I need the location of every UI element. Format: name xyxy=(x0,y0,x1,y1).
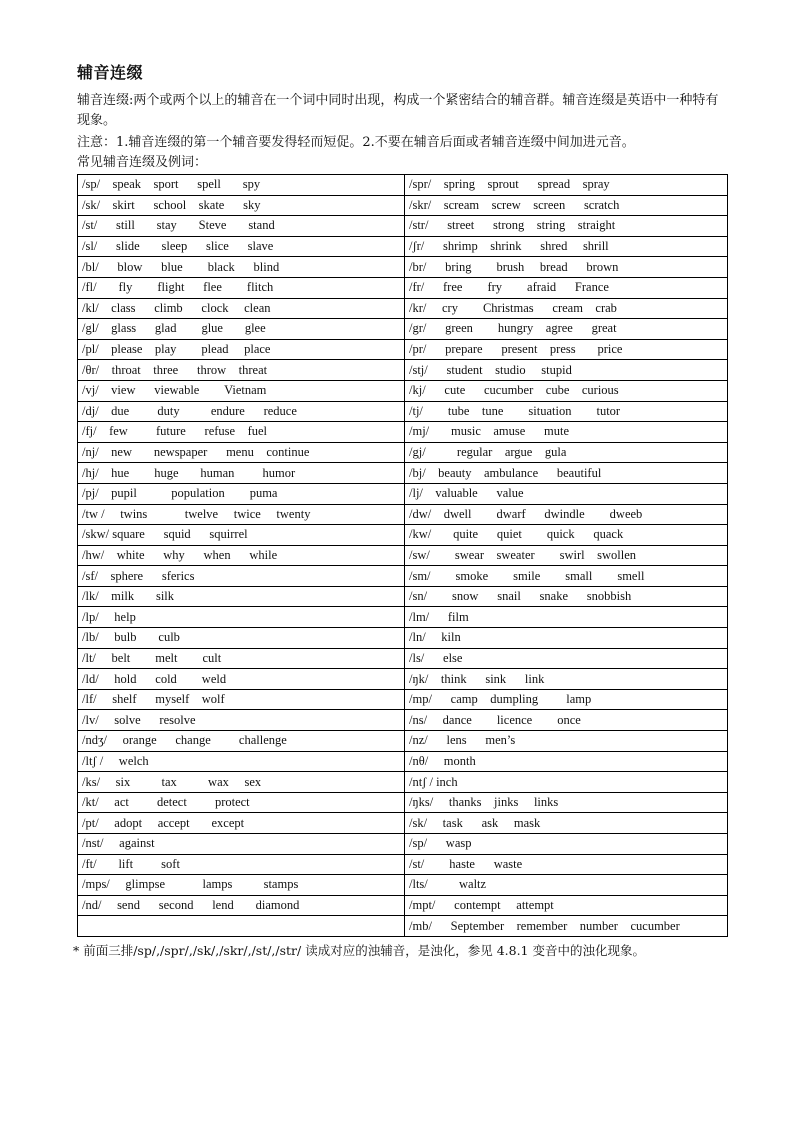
table-row xyxy=(78,277,728,298)
table-row xyxy=(78,792,728,813)
table-cell-left: /mps/ glimpse lamps stamps xyxy=(78,875,405,896)
table-row xyxy=(78,442,728,463)
table-cell-right: /mb/ September remember number cucumber xyxy=(405,916,728,937)
table-body xyxy=(78,175,728,937)
table-cell-right: /sn/ snow snail snake snobbish xyxy=(405,586,728,607)
table-row xyxy=(78,483,728,504)
table-cell-left: /nst/ against xyxy=(78,834,405,855)
table-cell-right: /ns/ dance licence once xyxy=(405,710,728,731)
table-cell-right: /str/ street strong string straight xyxy=(405,216,728,237)
table-row xyxy=(78,463,728,484)
table-cell-left: /sk/ skirt school skate sky xyxy=(78,195,405,216)
table-cell-left: /pl/ please play plead place xyxy=(78,339,405,360)
table-cell-left: /nd/ send second lend diamond xyxy=(78,895,405,916)
table-cell-left: /tw / twins twelve twice twenty xyxy=(78,504,405,525)
table-cell-right: /sw/ swear sweater swirl swollen xyxy=(405,545,728,566)
table-cell-left: /fj/ few future refuse fuel xyxy=(78,422,405,443)
table-cell-left: /lt/ belt melt cult xyxy=(78,648,405,669)
table-cell-left: /skw/ square squid squirrel xyxy=(78,525,405,546)
table-cell-left: /lk/ milk silk xyxy=(78,586,405,607)
table-row xyxy=(78,875,728,896)
table-row xyxy=(78,916,728,937)
table-cell-left: /st/ still stay Steve stand xyxy=(78,216,405,237)
table-cell-right: /sp/ wasp xyxy=(405,834,728,855)
table-row xyxy=(78,216,728,237)
table-cell-right: /dw/ dwell dwarf dwindle dweeb xyxy=(405,504,728,525)
table-cell-right: /kj/ cute cucumber cube curious xyxy=(405,380,728,401)
table-row xyxy=(78,566,728,587)
table-cell-right: /lts/ waltz xyxy=(405,875,728,896)
table-cell-left: /lv/ solve resolve xyxy=(78,710,405,731)
table-cell-left: /ld/ hold cold weld xyxy=(78,669,405,690)
table-cell-right: /ŋk/ think sink link xyxy=(405,669,728,690)
table-cell-right: /gj/ regular argue gula xyxy=(405,442,728,463)
table-cell-right: /pr/ prepare present press price xyxy=(405,339,728,360)
table-cell-left: /hw/ white why when while xyxy=(78,545,405,566)
table-cell-right: /br/ bring brush bread brown xyxy=(405,257,728,278)
table-cell-right: /tj/ tube tune situation tutor xyxy=(405,401,728,422)
table-cell-right: /stj/ student studio stupid xyxy=(405,360,728,381)
table-cell-left: /bl/ blow blue black blind xyxy=(78,257,405,278)
table-row xyxy=(78,586,728,607)
table-cell-right: /ŋks/ thanks jinks links xyxy=(405,792,728,813)
table-row xyxy=(78,319,728,340)
table-row xyxy=(78,669,728,690)
table-cell-right: /ln/ kiln xyxy=(405,628,728,649)
table-row xyxy=(78,648,728,669)
table-row xyxy=(78,339,728,360)
table-cell-right: /nz/ lens men’s xyxy=(405,731,728,752)
consonant-cluster-table xyxy=(77,174,728,937)
table-cell-left: /kl/ class climb clock clean xyxy=(78,298,405,319)
table-cell-right: /spr/ spring sprout spread spray xyxy=(405,175,728,196)
table-cell-left: /kt/ act detect protect xyxy=(78,792,405,813)
table-row xyxy=(78,257,728,278)
table-row xyxy=(78,195,728,216)
table-cell-right: /mj/ music amuse mute xyxy=(405,422,728,443)
document-title: 辅音连缀 xyxy=(77,63,144,82)
table-row xyxy=(78,731,728,752)
table-cell-left: /hj/ hue huge human humor xyxy=(78,463,405,484)
table-cell-left: /nj/ new newspaper menu continue xyxy=(78,442,405,463)
table-cell-left: /ft/ lift soft xyxy=(78,854,405,875)
table-cell-right: /ʃr/ shrimp shrink shred shrill xyxy=(405,236,728,257)
table-row xyxy=(78,751,728,772)
table-cell-right: /ls/ else xyxy=(405,648,728,669)
table-row xyxy=(78,380,728,401)
table-cell-right: /ntʃ / inch xyxy=(405,772,728,793)
table-cell-left: /sf/ sphere sferics xyxy=(78,566,405,587)
table-cell-left: /sl/ slide sleep slice slave xyxy=(78,236,405,257)
note-paragraph: 注意：1.辅音连缀的第一个辅音要发得轻而短促。2.不要在辅音后面或者辅音连缀中间加进元音。 xyxy=(77,135,635,150)
table-cell-left: /pj/ pupil population puma xyxy=(78,483,405,504)
definition-paragraph: 辅音连缀:两个或两个以上的辅音在一个词中同时出现，构成一个紧密结合的辅音群。辅音连缀是英语中一种特有现象。 xyxy=(77,93,719,128)
table-intro: 常见辅音连缀及例词： xyxy=(77,155,208,170)
table-row xyxy=(78,236,728,257)
table-cell-left: /lf/ shelf myself wolf xyxy=(78,689,405,710)
table-cell-left: /sp/ speak sport spell spy xyxy=(78,175,405,196)
table-row xyxy=(78,710,728,731)
table-row xyxy=(78,175,728,196)
table-cell-right: /fr/ free fry afraid France xyxy=(405,277,728,298)
table-cell-right: /lj/ valuable value xyxy=(405,483,728,504)
table-cell-right: /bj/ beauty ambulance beautiful xyxy=(405,463,728,484)
table-cell-left: /lp/ help xyxy=(78,607,405,628)
table-cell-right: /kr/ cry Christmas cream crab xyxy=(405,298,728,319)
table-row xyxy=(78,422,728,443)
table-cell-right: /lm/ film xyxy=(405,607,728,628)
table-row xyxy=(78,525,728,546)
table-cell-right: /mpt/ contempt attempt xyxy=(405,895,728,916)
table-row xyxy=(78,834,728,855)
table-cell-right: /sk/ task ask mask xyxy=(405,813,728,834)
table-cell-right: /kw/ quite quiet quick quack xyxy=(405,525,728,546)
table-cell-right: /gr/ green hungry agree great xyxy=(405,319,728,340)
table-cell-right: /sm/ smoke smile small smell xyxy=(405,566,728,587)
table-cell-left: /vj/ view viewable Vietnam xyxy=(78,380,405,401)
document-page xyxy=(73,60,727,972)
table-row xyxy=(78,298,728,319)
table-cell-left: /ks/ six tax wax sex xyxy=(78,772,405,793)
table-cell-left: /pt/ adopt accept except xyxy=(78,813,405,834)
table-cell-right: /mp/ camp dumpling lamp xyxy=(405,689,728,710)
table-cell-left: /ndʒ/ orange change challenge xyxy=(78,731,405,752)
table-row xyxy=(78,504,728,525)
table-cell-left: /ltʃ / welch xyxy=(78,751,405,772)
table-cell-left: /fl/ fly flight flee flitch xyxy=(78,277,405,298)
table-row xyxy=(78,628,728,649)
table-cell-right: /nθ/ month xyxy=(405,751,728,772)
table-row xyxy=(78,401,728,422)
table-row xyxy=(78,360,728,381)
table-cell-left: /θr/ throat three throw threat xyxy=(78,360,405,381)
table-cell-left: /lb/ bulb culb xyxy=(78,628,405,649)
table-cell-left xyxy=(78,916,405,937)
table-row xyxy=(78,854,728,875)
table-row xyxy=(78,895,728,916)
table-row xyxy=(78,607,728,628)
footnote: * 前面三排/sp/,/spr/,/sk/,/skr/,/st/,/str/ 读成对应的浊辅音，是浊化，参见 4.8.1 变音中的浊化现象。 xyxy=(73,942,645,958)
table-row xyxy=(78,772,728,793)
table-row xyxy=(78,689,728,710)
table-cell-right: /st/ haste waste xyxy=(405,854,728,875)
table-row xyxy=(78,545,728,566)
table-cell-right: /skr/ scream screw screen scratch xyxy=(405,195,728,216)
table-row xyxy=(78,813,728,834)
table-cell-left: /dj/ due duty endure reduce xyxy=(78,401,405,422)
table-cell-left: /gl/ glass glad glue glee xyxy=(78,319,405,340)
